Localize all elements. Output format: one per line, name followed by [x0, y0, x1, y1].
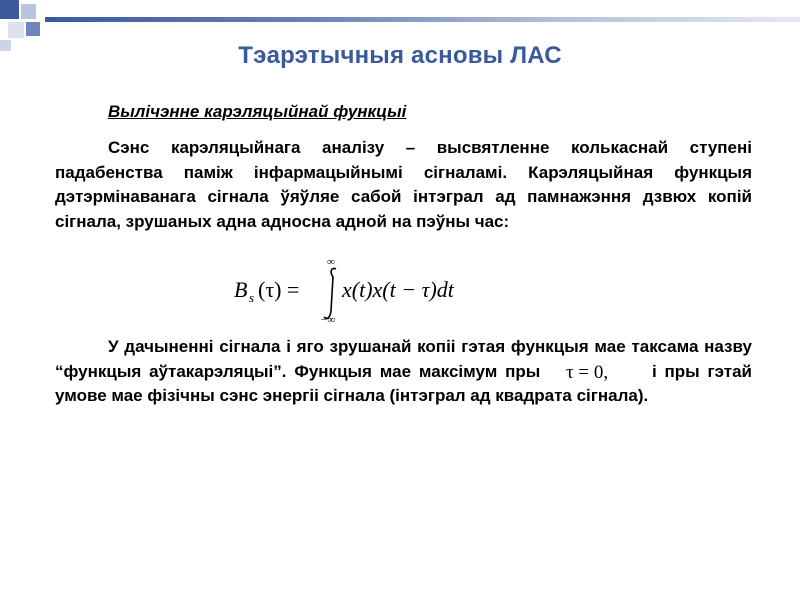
- paragraph2-text-start: У дачыненні сігнала і яго зрушанай копіі гэтая функцыя мае таксама назву “функцыя аўтакарэляцыі”. Функцыя мае максімум пры: [55, 337, 752, 381]
- formula-lhs-argument: (τ) =: [258, 277, 300, 302]
- corner-square-mid: [26, 22, 40, 36]
- slide-title: Тэарэтычныя асновы ЛАС: [238, 42, 562, 69]
- formula-integrand: x(t)x(t − τ)dt: [342, 277, 454, 302]
- inline-condition-text: τ = 0,: [566, 361, 609, 382]
- header-gradient-bar: [45, 17, 800, 22]
- section-subtitle: Вылічэнне карэляцыйнай функцыі: [108, 102, 407, 121]
- integral-sign: [324, 268, 336, 318]
- correlation-formula: [232, 255, 492, 325]
- corner-square-pale: [8, 22, 24, 38]
- formula-lhs-symbol: B: [234, 277, 248, 302]
- paragraph-autocorrelation: [55, 335, 752, 409]
- corner-square-dark: [0, 0, 19, 19]
- inline-condition: [548, 362, 644, 382]
- paragraph-definition: Сэнс карэляцыйнага аналізу – высвятленне колькаснай ступені падабенства паміж інфармацыйнымі сігналамі. Карэляцыйная функцыя дэтэрмінаванага сігнала ўяўляе сабой інтэграл ад памнажэння дзвюх копій сігнала, зрушаных адна адносна адной на пэўны час:: [55, 138, 752, 231]
- formula-upper-limit: ∞: [327, 256, 335, 268]
- formula-lhs-subscript: s: [249, 290, 255, 305]
- paragraph2-text-end: і пры гэтай умове мае фізічны сэнс энергіі сігнала (інтэграл ад квадрата сігнала).: [55, 361, 752, 405]
- corner-square-light: [21, 4, 36, 19]
- formula-lower-limit: −∞: [320, 314, 336, 325]
